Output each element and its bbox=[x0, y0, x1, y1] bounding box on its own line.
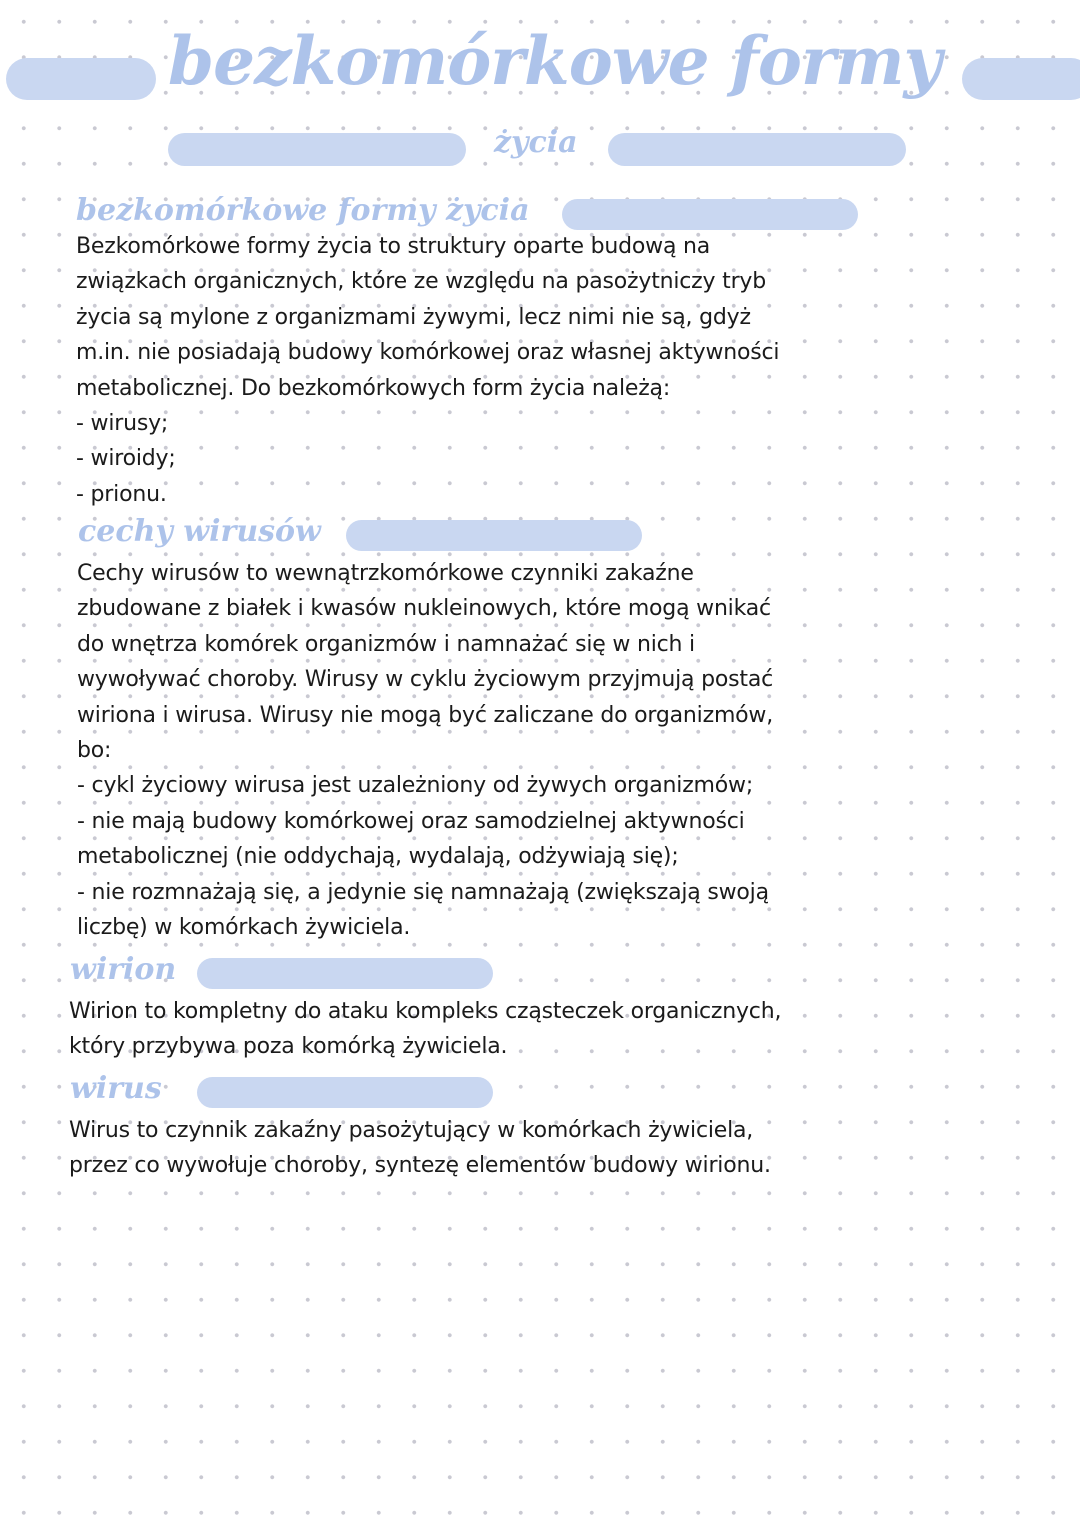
paragraph-line: m.in. nie posiadają budowy komórkowej oraz własnej aktywności bbox=[76, 340, 780, 366]
paragraph-line: metabolicznej. Do bezkomórkowych form życia należą: bbox=[76, 375, 671, 401]
list-item: - prionu. bbox=[76, 477, 779, 512]
page-title: bezkomórkowe formy bbox=[168, 22, 941, 100]
page-subtitle: życia bbox=[494, 125, 578, 160]
list-item: - wiroidy; bbox=[76, 441, 779, 476]
paragraph-line: do wnętrza komórek organizmów i namnażać się w nich i bbox=[77, 631, 695, 657]
list-item-continuation: metabolicznej (nie oddychają, wydalają, odżywiają się); bbox=[77, 844, 679, 870]
section-heading-bezkomorkowe: bezkomórkowe formy życia bbox=[76, 193, 530, 228]
paragraph-line: Wirus to czynnik zakaźny pasożytujący w komórkach żywiciela, bbox=[69, 1118, 754, 1143]
section-1-pill bbox=[562, 199, 858, 230]
paragraph-line: Wirion to kompletny do ataku kompleks cząsteczek organicznych, bbox=[69, 999, 782, 1024]
paragraph-line: Cechy wirusów to wewnątrzkomórkowe czynniki zakaźne bbox=[77, 561, 694, 586]
paragraph-line: przez co wywołuje choroby, syntezę elementów budowy wirionu. bbox=[69, 1153, 771, 1179]
forms-list bbox=[76, 406, 779, 512]
paragraph-line: związkach organicznych, które ze względu na pasożytniczy tryb bbox=[76, 269, 766, 295]
section-2-pill bbox=[346, 520, 642, 551]
title-pill-right bbox=[962, 58, 1080, 100]
section-body-bezkomorkowe bbox=[76, 229, 779, 512]
title-pill-left bbox=[6, 58, 156, 100]
section-heading-cechy-wirusow: cechy wirusów bbox=[78, 514, 321, 549]
section-heading-wirus: wirus bbox=[70, 1071, 162, 1106]
section-heading-wirion: wirion bbox=[70, 952, 177, 987]
paragraph-line: wywoływać choroby. Wirusy w cyklu życiowym przyjmują postać bbox=[77, 667, 774, 693]
list-item: - cykl życiowy wirusa jest uzależniony od żywych organizmów; bbox=[77, 768, 773, 803]
section-3-pill bbox=[197, 958, 493, 989]
subtitle-pill-left bbox=[168, 133, 466, 166]
paragraph-line: który przybywa poza komórką żywiciela. bbox=[69, 1034, 508, 1060]
section-body-wirion bbox=[69, 994, 781, 1065]
section-body-wirus bbox=[69, 1113, 771, 1184]
paragraph-line: życia są mylone z organizmami żywymi, lecz nimi nie są, gdyż bbox=[76, 304, 751, 330]
list-item: - wirusy; bbox=[76, 406, 779, 441]
section-4-pill bbox=[197, 1077, 493, 1108]
section-body-cechy-wirusow bbox=[77, 556, 773, 945]
paragraph-line: bo: bbox=[77, 738, 112, 764]
list-item: - nie rozmnażają się, a jedynie się namnażają (zwiększają swoją bbox=[77, 875, 773, 910]
list-item-continuation: liczbę) w komórkach żywiciela. bbox=[77, 915, 411, 941]
paragraph-line: wiriona i wirusa. Wirusy nie mogą być zaliczane do organizmów, bbox=[77, 702, 774, 728]
paragraph-line: Bezkomórkowe formy życia to struktury oparte budową na bbox=[76, 234, 711, 259]
list-item: - nie mają budowy komórkowej oraz samodzielnej aktywności bbox=[77, 804, 773, 839]
virus-traits-list bbox=[77, 768, 773, 945]
paragraph-line: zbudowane z białek i kwasów nukleinowych, które mogą wnikać bbox=[77, 596, 771, 622]
subtitle-pill-right bbox=[608, 133, 906, 166]
